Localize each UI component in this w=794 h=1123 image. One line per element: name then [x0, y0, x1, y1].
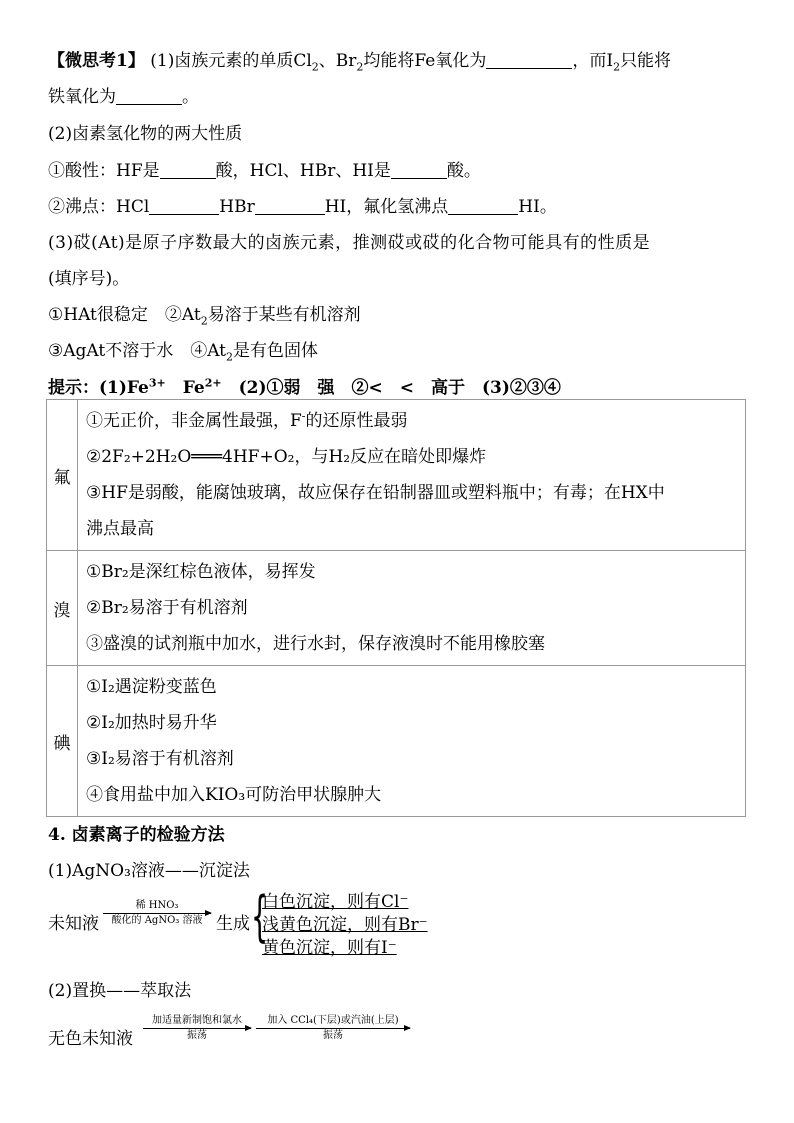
- bromine-property-2: ②Br₂易溶于有机溶剂: [86, 598, 248, 618]
- option-text: ③AgAt不溶于水 ④At: [48, 341, 227, 361]
- bp-text-a: ②沸点：HCl: [48, 197, 150, 217]
- q1-text-d: ，而I: [572, 51, 614, 71]
- fluorine-property-3-cont: 沸点最高: [86, 519, 154, 539]
- subscript: 2: [311, 60, 319, 74]
- superscript: 2+: [204, 376, 222, 390]
- method-2-title: (2)置换——萃取法: [48, 981, 192, 1001]
- answer-blank[interactable]: [255, 198, 325, 215]
- row-header-bromine: 溴: [47, 551, 78, 666]
- answer-blank[interactable]: [391, 162, 447, 179]
- method-2-arrow-1: [143, 1014, 251, 1043]
- q1-text-g: 。: [182, 87, 199, 107]
- q1-text-b: 、Br: [318, 51, 357, 71]
- section-4-title: 4. 卤素离子的检验方法: [48, 825, 225, 845]
- arrow-label-bottom: 振荡: [323, 1030, 343, 1041]
- method-1-title: (1)AgNO₃溶液——沉淀法: [48, 861, 250, 881]
- acidity-text-c: 酸。: [446, 161, 481, 181]
- q1-text-f: 铁氧化为: [48, 87, 116, 107]
- left-brace: {: [251, 885, 269, 948]
- question-tag: 【微思考1】: [48, 51, 145, 71]
- text: ①无正价，非金属性最强，F: [86, 411, 302, 431]
- arrow-label-top: 加入 CCl₄(下层)或汽油(上层): [267, 1015, 399, 1026]
- hint-text: Fe: [165, 378, 205, 398]
- table-row-fluorine: [47, 400, 746, 551]
- answer-blank[interactable]: [486, 52, 572, 69]
- fluorine-property-2: ②2F₂+2H₂O═══4HF+O₂，与H₂反应在暗处即爆炸: [86, 447, 487, 467]
- iodine-property-3: ③I₂易溶于有机溶剂: [86, 749, 234, 769]
- halogen-properties-table: [46, 399, 746, 817]
- hint-line: [48, 377, 561, 399]
- superscript: -: [301, 409, 306, 423]
- acidity-line: [48, 160, 481, 182]
- bp-text-b: HBr: [219, 197, 255, 217]
- row-header-fluorine: 氟: [47, 400, 78, 551]
- option-text: 是有色固体: [233, 341, 319, 361]
- table-row-iodine: [47, 666, 746, 817]
- row-header-iodine: 碘: [47, 666, 78, 817]
- text: 的还原性最弱: [305, 411, 408, 431]
- q1-text-a: (1)卤族元素的单质Cl: [150, 51, 312, 71]
- boiling-point-line: [48, 196, 557, 218]
- bromine-property-3: ③盛溴的试剂瓶中加水，进行水封，保存液溴时不能用橡胶塞: [86, 634, 545, 654]
- table-row-bromine: [47, 551, 746, 666]
- option-text: ①HAt很稳定 ②At: [48, 305, 201, 325]
- method-1-start: 未知液: [48, 914, 99, 934]
- question-2-title: (2)卤素氢化物的两大性质: [48, 124, 243, 144]
- fluorine-property-3: ③HF是弱酸，能腐蚀玻璃，故应保存在铅制器皿或塑料瓶中；有毒；在HX中: [86, 483, 665, 503]
- arrow-label-top: 加适量新制饱和氯水: [152, 1015, 242, 1026]
- option-line-2: [48, 340, 318, 362]
- arrow-line: [103, 913, 211, 914]
- fluorine-property-1: [86, 403, 737, 439]
- question-1-line-2: [48, 86, 199, 108]
- iodine-property-2: ②I₂加热时易升华: [86, 713, 217, 733]
- arrow-label-bottom: 酸化的 AgNO₃ 溶液: [111, 915, 203, 926]
- answer-blank[interactable]: [116, 88, 182, 105]
- arrow-line: [256, 1028, 410, 1029]
- arrow-label-bottom: 振荡: [187, 1030, 207, 1041]
- iodine-cell: [78, 666, 746, 817]
- arrow-label-top: 稀 HNO₃: [135, 900, 179, 911]
- answer-blank[interactable]: [448, 198, 518, 215]
- iodine-property-4: ④食用盐中加入KIO₃可防治甲状腺肿大: [86, 785, 382, 805]
- text: 白色沉淀，则有Cl⁻: [262, 892, 409, 912]
- bp-text-c: HI，氟化氢沸点: [324, 197, 449, 217]
- subscript: 2: [613, 60, 621, 74]
- superscript: 3+: [148, 376, 166, 390]
- bromine-cell: [78, 551, 746, 666]
- question-3-line-2: (填序号)。: [48, 269, 130, 289]
- answer-blank[interactable]: [149, 198, 219, 215]
- acidity-text-a: ①酸性：HF是: [48, 161, 160, 181]
- hint-text: (1)Fe: [99, 378, 149, 398]
- answer-blank[interactable]: [160, 162, 216, 179]
- hint-text: (2)①弱 强 ②< < 高于 (3)②③④: [221, 378, 561, 398]
- method-1-result-label: 生成: [216, 914, 250, 934]
- subscript: 2: [200, 314, 208, 328]
- option-text: 易溶于某些有机溶剂: [207, 305, 361, 325]
- hint-label: 提示：: [48, 378, 99, 398]
- method-1-arrow: [103, 899, 211, 928]
- method-2-start: 无色未知液: [48, 1029, 133, 1049]
- text: 浅黄色沉淀，则有Br⁻: [262, 915, 428, 935]
- iodine-property-1: ①I₂遇淀粉变蓝色: [86, 677, 217, 697]
- method-2-arrow-2: [256, 1014, 410, 1043]
- subscript: 2: [226, 350, 234, 364]
- question-3-line-1: (3)砹(At)是原子序数最大的卤族元素，推测砹或砹的化合物可能具有的性质是: [48, 233, 651, 253]
- acidity-text-b: 酸，HCl、HBr、HI是: [215, 161, 391, 181]
- q1-text-c: 均能将Fe氧化为: [363, 51, 487, 71]
- result-bromide: [262, 914, 428, 936]
- subscript: 2: [356, 60, 364, 74]
- bromine-property-1: ①Br₂是深红棕色液体，易挥发: [86, 562, 316, 582]
- question-1-line-1: [48, 50, 671, 72]
- q1-text-e: 只能将: [620, 51, 672, 71]
- result-chloride: [262, 891, 408, 913]
- option-line-1: [48, 304, 361, 326]
- text: 黄色沉淀，则有I⁻: [262, 938, 397, 958]
- bp-text-d: HI。: [518, 197, 557, 217]
- arrow-line: [143, 1028, 251, 1029]
- result-iodide: [262, 937, 397, 959]
- fluorine-cell: [78, 400, 746, 551]
